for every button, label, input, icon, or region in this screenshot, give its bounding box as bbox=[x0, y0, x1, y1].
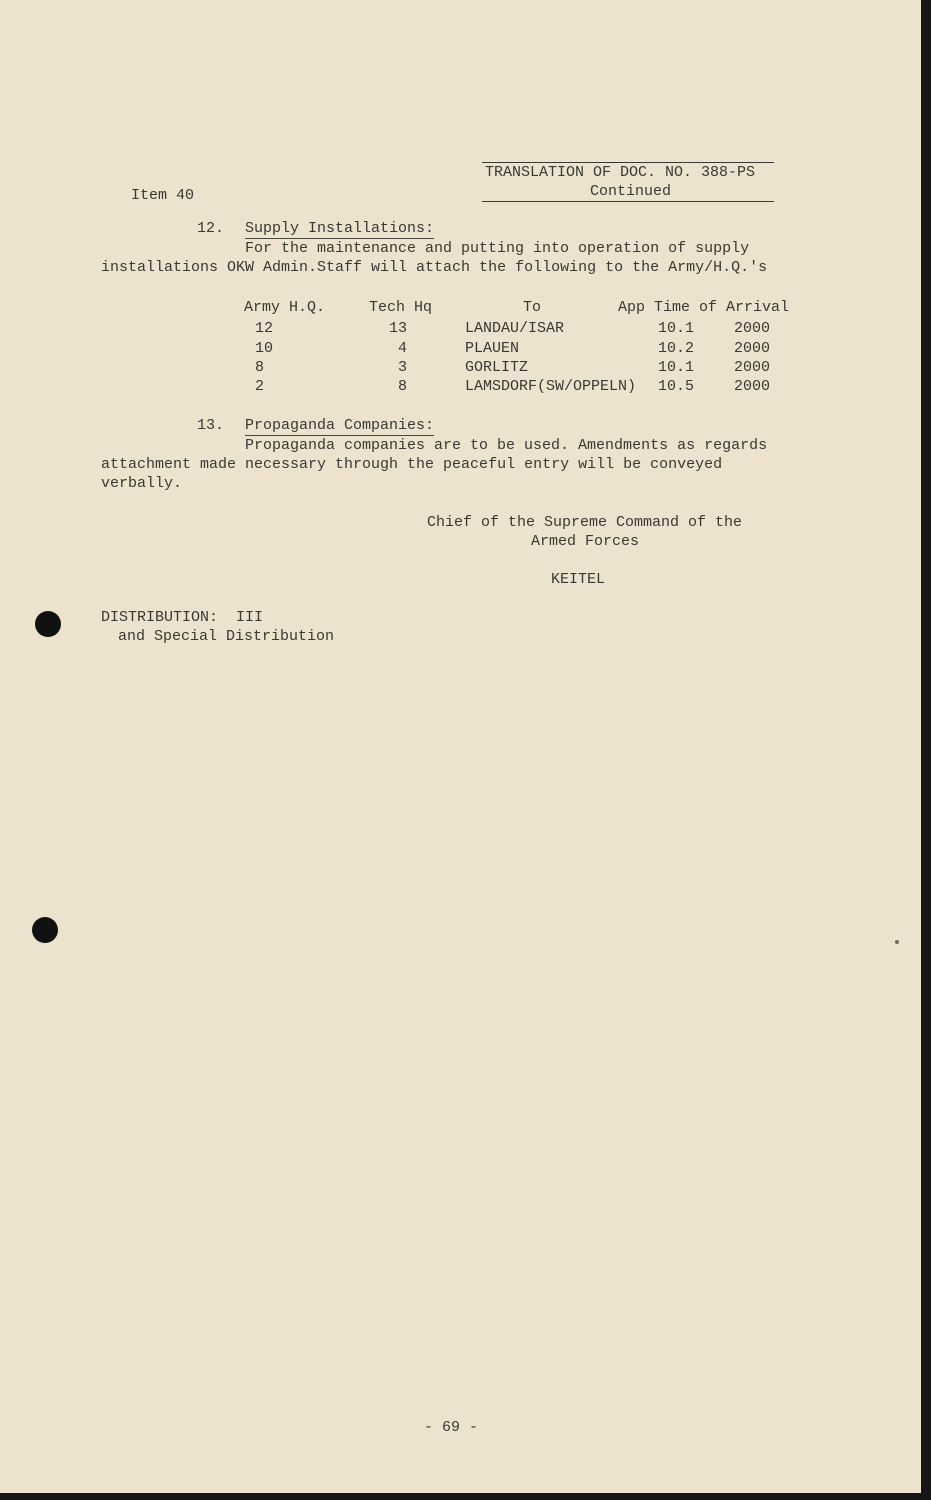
section-12-number: 12. bbox=[197, 220, 225, 237]
table-cell-time: 2000 bbox=[734, 340, 771, 357]
table-header-arrival: App Time of Arrival bbox=[618, 299, 790, 316]
table-cell-tech: 4 bbox=[398, 340, 408, 357]
header-rule-bottom bbox=[482, 201, 774, 202]
table-cell-to: LANDAU/ISAR bbox=[465, 320, 565, 337]
document-continued: Continued bbox=[590, 183, 672, 200]
signature-name: KEITEL bbox=[551, 571, 606, 588]
table-cell-time: 2000 bbox=[734, 359, 771, 376]
table-cell-time: 2000 bbox=[734, 378, 771, 395]
table-cell-date: 10.2 bbox=[658, 340, 695, 357]
section-12-line-2: installations OKW Admin.Staff will attach the following to the Army/H.Q.'s bbox=[101, 259, 768, 276]
table-header-army: Army H.Q. bbox=[244, 299, 326, 316]
distribution-line-1: DISTRIBUTION: III bbox=[101, 609, 264, 626]
section-13-heading: Propaganda Companies: bbox=[245, 417, 435, 434]
signature-title-line-2: Armed Forces bbox=[531, 533, 640, 550]
table-cell-army: 8 bbox=[255, 359, 265, 376]
table-header-to: To bbox=[523, 299, 542, 316]
section-12-line-1: For the maintenance and putting into operation of supply bbox=[245, 240, 750, 257]
section-13-number: 13. bbox=[197, 417, 225, 434]
table-cell-date: 10.1 bbox=[658, 359, 695, 376]
table-cell-tech: 13 bbox=[389, 320, 408, 337]
table-cell-to: LAMSDORF(SW/OPPELN) bbox=[465, 378, 637, 395]
section-13-line-3: verbally. bbox=[101, 475, 183, 492]
table-cell-to: PLAUEN bbox=[465, 340, 520, 357]
distribution-line-2: and Special Distribution bbox=[118, 628, 335, 645]
table-cell-army: 2 bbox=[255, 378, 265, 395]
table-cell-date: 10.5 bbox=[658, 378, 695, 395]
document-title: TRANSLATION OF DOC. NO. 388-PS bbox=[485, 164, 756, 181]
item-number: Item 40 bbox=[131, 187, 195, 204]
section-13-line-1: Propaganda companies are to be used. Amendments as regards bbox=[245, 437, 768, 454]
page-number: - 69 - bbox=[424, 1419, 479, 1436]
table-cell-time: 2000 bbox=[734, 320, 771, 337]
punch-hole-top bbox=[35, 611, 61, 637]
paper-speck bbox=[895, 940, 899, 944]
signature-title-line-1: Chief of the Supreme Command of the bbox=[427, 514, 743, 531]
table-cell-army: 12 bbox=[255, 320, 274, 337]
section-13-line-2: attachment made necessary through the peaceful entry will be conveyed bbox=[101, 456, 723, 473]
table-cell-date: 10.1 bbox=[658, 320, 695, 337]
table-cell-army: 10 bbox=[255, 340, 274, 357]
section-12-heading: Supply Installations: bbox=[245, 220, 435, 237]
table-cell-tech: 8 bbox=[398, 378, 408, 395]
table-header-tech: Tech Hq bbox=[369, 299, 433, 316]
punch-hole-bottom bbox=[32, 917, 58, 943]
table-cell-tech: 3 bbox=[398, 359, 408, 376]
table-cell-to: GORLITZ bbox=[465, 359, 529, 376]
